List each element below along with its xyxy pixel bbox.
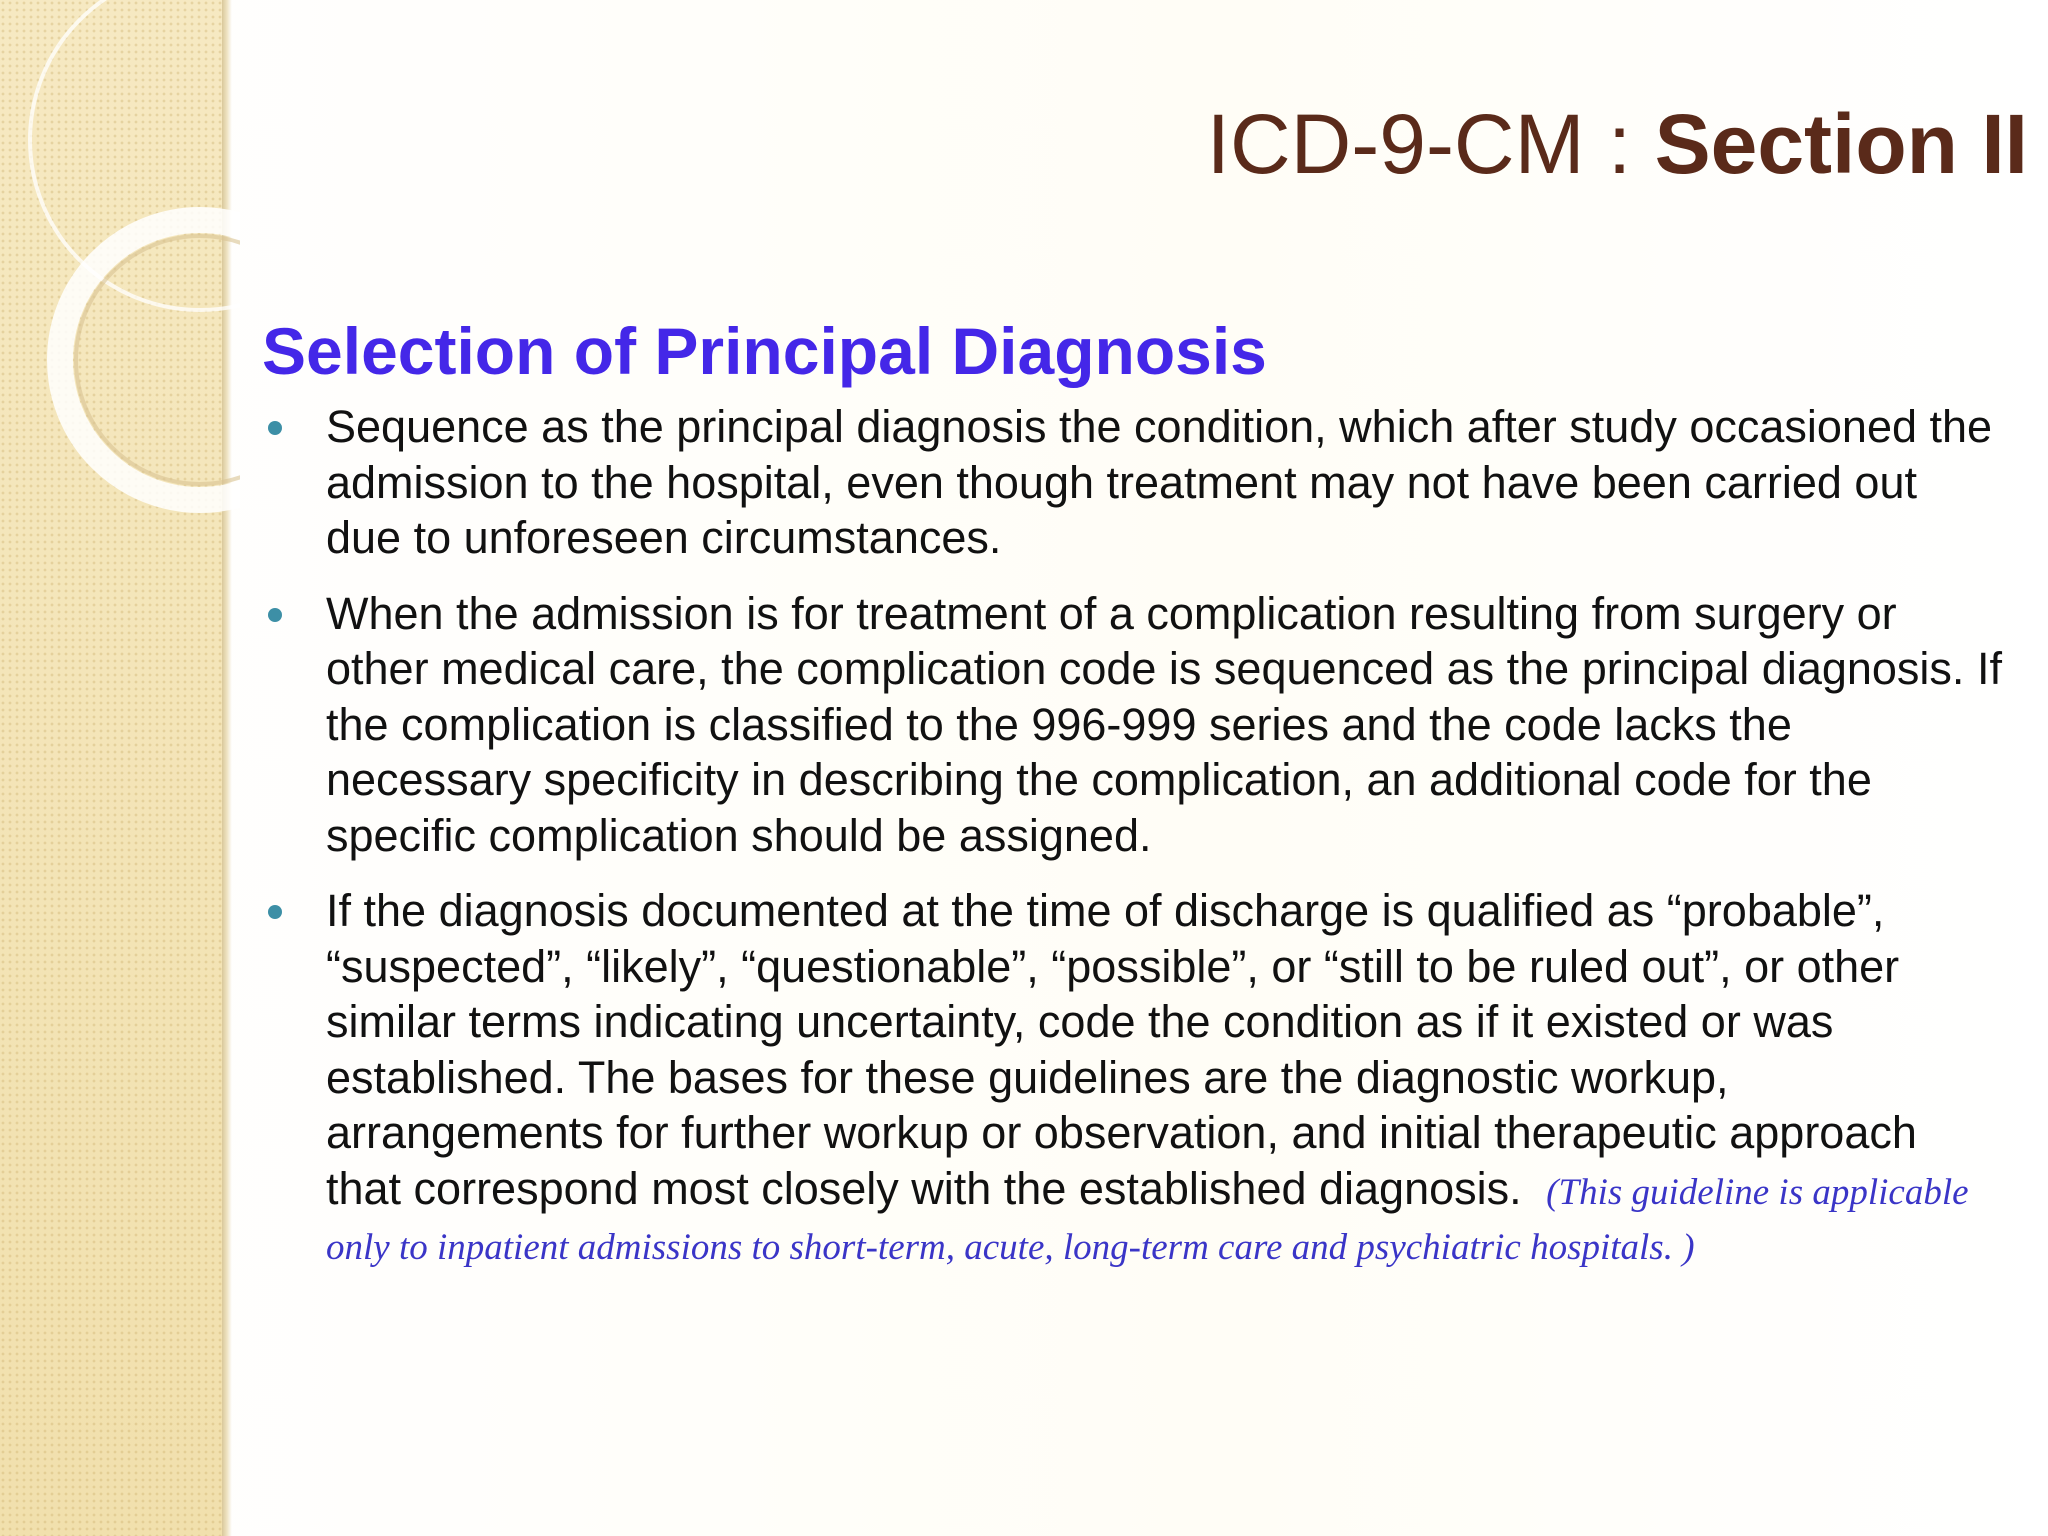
slide-content [262, 312, 2002, 1292]
deco-ring-thick [60, 220, 240, 500]
inpatient-note: (This guideline is applicable only to inpatient admissions to short-term, acute, long-term care and psychiatric hospitals. ) [326, 1171, 1969, 1269]
bullet-item [262, 399, 2002, 566]
bullet-text: If the diagnosis documented at the time of discharge is qualified as “probable”, “suspected”, “likely”, “questionable”, “possible”, or “still to be ruled out”, or other similar terms indicating uncertainty, code the condition as if it existed or was established. The bases for these guidelines are the diagnostic workup, arrangements for further workup or observation, and initial therapeutic approach that correspond most closely with the established diagnosis. [326, 885, 1917, 1214]
bullet-text: When the admission is for treatment of a complication resulting from surgery or other medical care, the complication code is sequenced as the principal diagnosis. If the complication is classified to the 996-999 series and the code lacks the necessary specificity in describing the complication, an additional code for the specific complication should be assigned. [326, 587, 2002, 861]
deco-ring-large [30, 0, 240, 310]
bullet-dot-icon [268, 905, 282, 919]
title-suffix: Section II [1654, 97, 2028, 191]
bullet-dot-icon [268, 608, 282, 622]
title-prefix: ICD-9-CM : [1206, 97, 1655, 191]
bullet-item [262, 883, 2002, 1272]
bullet-item [262, 586, 2002, 864]
bullet-text: Sequence as the principal diagnosis the condition, which after study occasioned the admission to the hospital, even though treatment may not have been carried out due to unforeseen circumstances. [326, 401, 1993, 564]
section-heading: Selection of Principal Diagnosis [262, 314, 1267, 388]
bullet-list [262, 399, 2002, 1272]
decorative-rings-icon [0, 0, 240, 520]
bullet-dot-icon [268, 421, 282, 435]
slide-title [1207, 98, 2028, 190]
